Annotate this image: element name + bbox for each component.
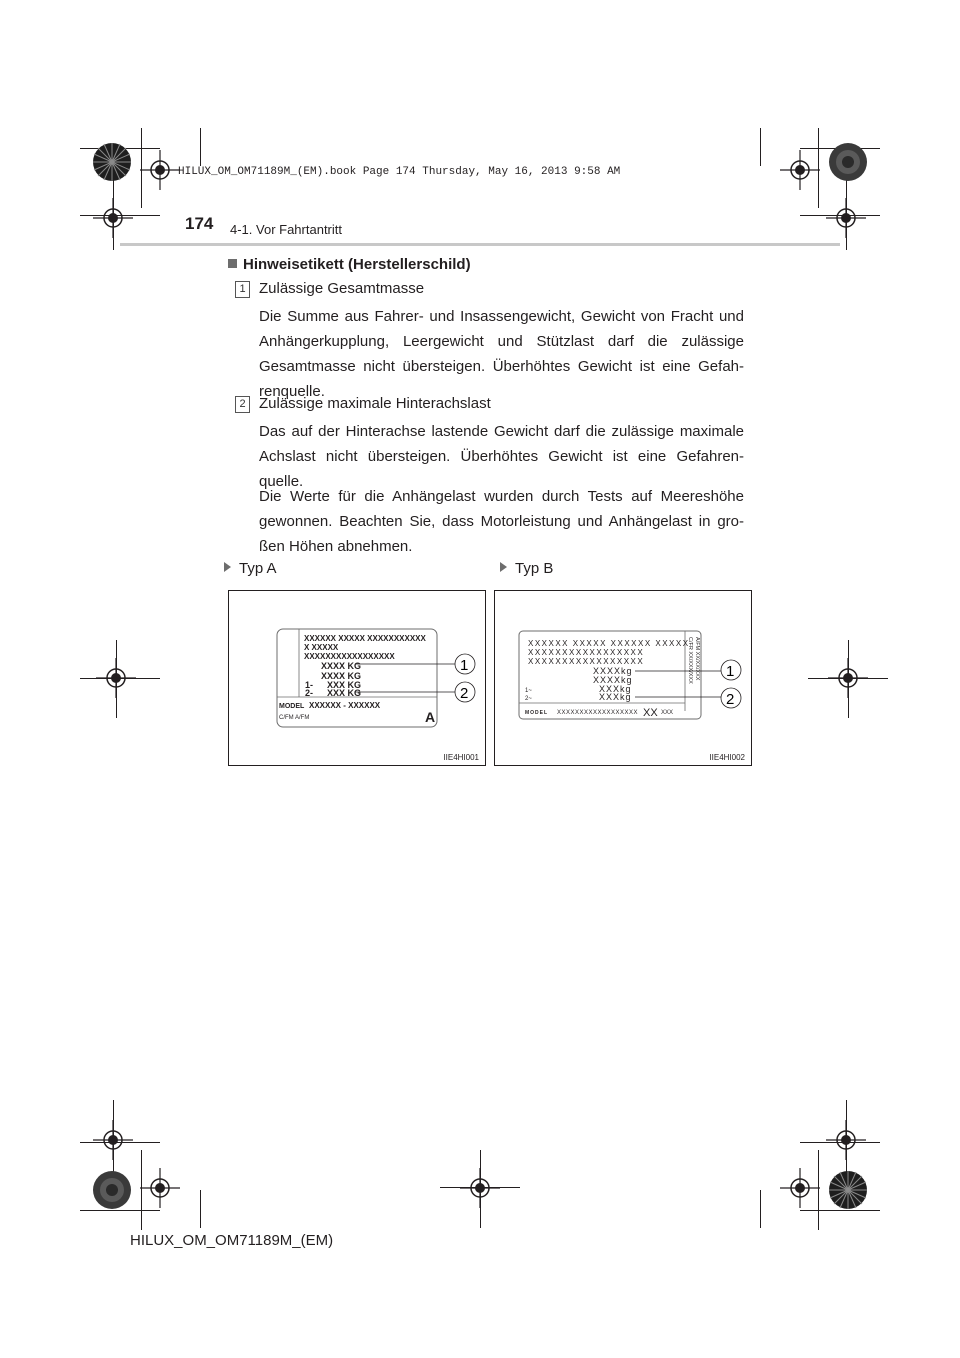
label-b-model: MODEL (525, 710, 549, 716)
triangle-bullet-icon (224, 562, 231, 572)
registration-target-icon (93, 198, 133, 238)
color-rosette-icon (92, 1170, 132, 1210)
label-illustration-a (229, 591, 485, 765)
color-rosette-icon (828, 142, 868, 182)
label-b-line-4: XXXXkg (593, 666, 633, 676)
label-b-line-2: XXXXXXXXXXXXXXXXX (528, 648, 645, 657)
header-rule (120, 243, 840, 246)
figure-code-a: IIE4HI001 (443, 753, 479, 762)
registration-target-icon (828, 658, 868, 698)
figure-typ-a (228, 590, 486, 766)
label-a-line-5: XXXX KG (321, 671, 362, 681)
heading-text: Hinweisetikett (Herstellerschild) (243, 256, 471, 273)
color-rosette-icon (92, 142, 132, 182)
registration-target-icon (96, 658, 136, 698)
registration-target-icon (93, 1120, 133, 1160)
registration-target-icon (826, 198, 866, 238)
label-a-line-1: XXXXXX XXXXX XXXXXXXXXXX (304, 634, 426, 643)
book-tag: HILUX_OM_OM71189M_(EM).book Page 174 Thursday, May 16, 2013 9:58 AM (178, 166, 621, 178)
footer-doc-id: HILUX_OM_OM71189M_(EM) (130, 1232, 334, 1249)
callout-b-2: 2 (726, 691, 735, 708)
registration-target-icon (780, 150, 820, 190)
label-b-side-1: C/FR XX/XXX/XXX (687, 637, 693, 684)
label-b-line-7: XXXkg (599, 692, 632, 702)
heading (228, 256, 471, 273)
label-a-prefix-1: 1- (305, 680, 314, 690)
registration-target-icon (826, 1120, 866, 1160)
label-a-line-6: XXX KG (327, 680, 362, 690)
label-b-side-2: A/FM XX/XX/XXX (694, 637, 700, 681)
item-paragraph-1: Die Summe aus Fahrer- und Insassengewicht, Gewicht von Fracht und Anhängerkupplung, Leergewicht und Stützlast darf die zulässige Gesamtmasse nicht übersteigen. Überhöhtes Gewicht ist eine Gefah-renquelle. (259, 308, 744, 400)
label-a-prefix-2: 2- (305, 688, 314, 698)
figure-code-b: IIE4HI002 (709, 753, 745, 762)
label-a-fraction: C/FM A/FM (279, 715, 310, 721)
label-a-model: MODEL (279, 703, 305, 710)
label-b-prefix-2: 2~ (525, 696, 532, 702)
section-title: 4-1. Vor Fahrtantritt (230, 222, 342, 237)
label-a-line-4: XXXX KG (321, 661, 362, 671)
item-paragraph-2: Das auf der Hinterachse lastende Gewicht darf die zulässige maximale Achslast nicht übersteigen. Überhöhtes Gewicht ist eine Gefahren-quelle. (259, 423, 744, 490)
color-rosette-icon (828, 1170, 868, 1210)
triangle-bullet-icon (500, 562, 507, 572)
callout-a-1: 1 (460, 657, 469, 674)
label-a-letter: A (425, 709, 436, 725)
label-a-line-7: XXX KG (327, 688, 362, 698)
page-number: 174 (185, 214, 214, 233)
item-paragraph-3: Die Werte für die Anhängelast wurden durch Tests auf Meereshöhe gewonnen. Beachten Sie, dass Motorleistung und Anhängelast in gro-ßen Höhen abnehmen. (259, 488, 744, 555)
label-b-line-5: XXXXkg (593, 675, 633, 685)
registration-target-icon (140, 150, 180, 190)
item-title-2: Zulässige maximale Hinterachslast (259, 395, 491, 412)
square-bullet-icon (228, 259, 237, 268)
item-title-1: Zulässige Gesamtmasse (259, 280, 425, 297)
caption-typ-b: Typ B (500, 560, 553, 577)
registration-target-icon (780, 1168, 820, 1208)
callout-a-2: 2 (460, 685, 469, 702)
label-illustration-b (495, 591, 751, 765)
callout-b-1: 1 (726, 663, 735, 680)
label-b-tail-big: XX (643, 707, 658, 719)
caption-typ-a: Typ A (224, 560, 277, 577)
item-number-2: 2 (235, 396, 250, 413)
label-b-line-6: XXXkg (599, 684, 632, 694)
label-a-line-2: X XXXXX (304, 643, 339, 652)
registration-target-icon (460, 1168, 500, 1208)
label-b-model-value: XXXXXXXXXXXXXXXXXX (557, 710, 639, 716)
label-a-model-value: XXXXXX - XXXXXX (309, 701, 381, 710)
item-number-1: 1 (235, 281, 250, 298)
label-a-line-3: XXXXXXXXXXXXXXXXX (304, 652, 395, 661)
label-b-line-3: XXXXXXXXXXXXXXXXX (528, 657, 645, 666)
label-b-prefix-1: 1~ (525, 688, 532, 694)
label-b-tail-small: XXX (661, 710, 674, 716)
registration-target-icon (140, 1168, 180, 1208)
label-b-line-1: XXXXXX XXXXX XXXXXX XXXXX (528, 639, 690, 648)
figure-typ-b (494, 590, 752, 766)
